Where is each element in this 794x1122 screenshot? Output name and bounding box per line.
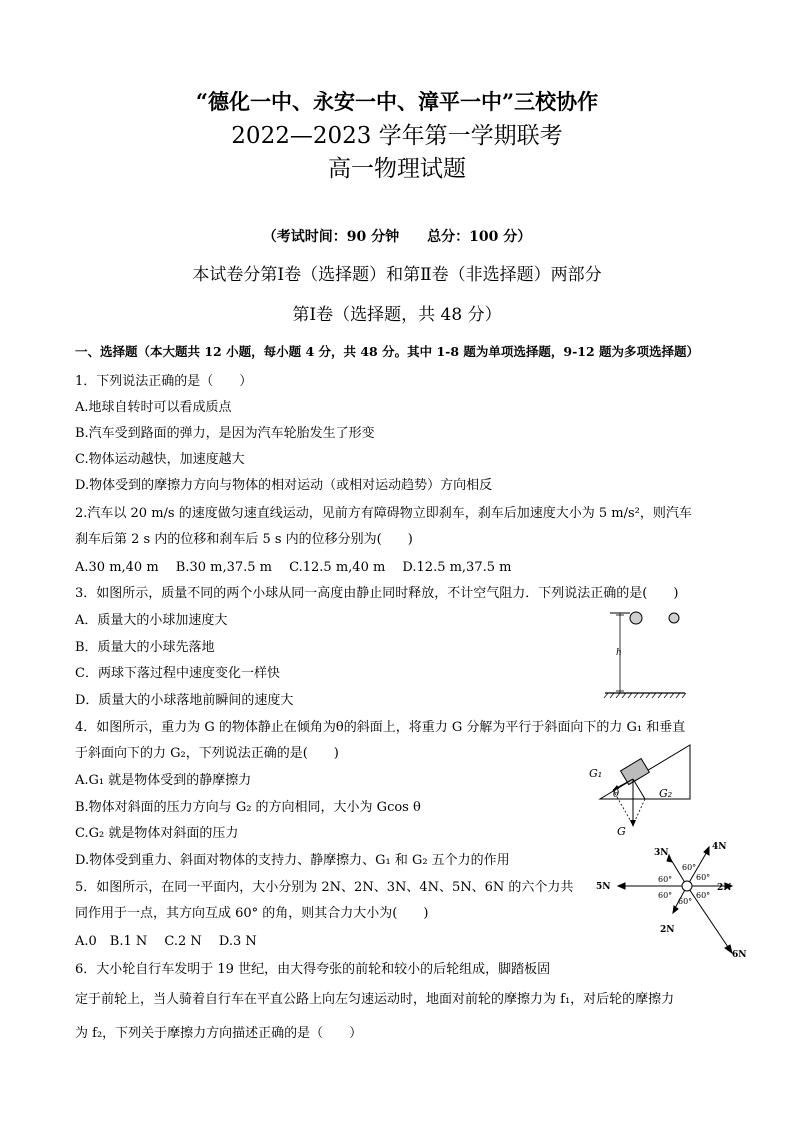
q2-options: A.30 m,40 m B.30 m,37.5 m C.12.5 m,40 m D.12.5 m,37.5 m [75,560,512,575]
q5-angle-label-bottom: 60° [678,897,693,906]
exam-info: （考试时间：90 分钟 总分：100 分） [262,229,532,245]
q5-angle-label-top: 60° [682,863,697,872]
q5-angle-label-right: 60° [696,873,711,882]
q5-force-diagram [590,838,755,963]
q4-option-b: B.物体对斜面的压力方向与 G₂ 的方向相同，大小为 Gcos θ [75,800,421,815]
q4-option-c: C.G₂ 就是物体对斜面的压力 [75,826,239,841]
q5-stem-1: 5．如图所示，在同一平面内，大小分别为 2N、2N、3N、4N、5N、6N 的六个力共 [75,880,574,895]
q1-option-c: C.物体运动越快，加速度越大 [75,452,245,467]
q4-option-a: A.G₁ 就是物体受到的静摩擦力 [75,773,252,788]
q2-stem-1: 2.汽车以 20 m/s 的速度做匀速直线运动，见前方有障碍物立即刹车，刹车后加速度大小为 5 m/s²，则汽车 [75,506,692,521]
q6-line-3: 为 f₂，下列关于摩擦力方向描述正确的是（ ） [75,1026,363,1041]
q1-option-d: D.物体受到的摩擦力方向与物体的相对运动（或相对运动趋势）方向相反 [75,478,493,493]
q4-option-d: D.物体受到重力、斜面对物体的支持力、静摩擦力、G₁ 和 G₂ 五个力的作用 [75,853,510,868]
q5-stem-2: 同作用于一点，其方向互成 60° 的角，则其合力大小为( ) [75,906,429,921]
exam-title-term: 2022—2023 学年第一学期联考 [231,123,563,149]
q5-force-5n-label: 5N [596,882,611,892]
q5-angle-label-lower-left: 60° [658,891,673,900]
q3-falling-balls-figure [600,605,710,700]
q3-option-d: D．质量大的小球落地前瞬间的速度大 [75,693,294,708]
q4-g2-label: G₂ [659,787,673,800]
q1-option-a: A.地球自转时可以看成质点 [75,400,232,415]
q6-line-2: 定于前轮上，当人骑着自行车在平直公路上向左匀速运动时，地面对前轮的摩擦力为 f₁，对后轮的摩擦力 [75,992,675,1007]
q5-force-2n-right-label: 2N [717,883,732,893]
section-heading: 一、选择题（本大题共 12 小题，每小题 4 分，共 48 分。其中 1-8 题为单项选择题，9-12 题为多项选择题） [75,344,700,359]
q4-stem-2: 于斜面向下的力 G₂，下列说法正确的是( ) [75,746,339,761]
q2-stem-2: 刹车后第 2 s 内的位移和刹车后 5 s 内的位移分别为( ) [75,532,413,547]
q6-line-1: 6．大小轮自行车发明于 19 世纪，由大得夸张的前轮和较小的后轮组成，脚踏板固 [75,962,551,977]
q5-options: A.0 B.1 N C.2 N D.3 N [75,934,257,949]
exam-intro: 本试卷分第Ⅰ卷（选择题）和第Ⅱ卷（非选择题）两部分 [192,265,602,285]
q5-force-3n-label: 3N [654,848,669,858]
exam-title-schools: “德化一中、永安一中、漳平一中”三校协作 [195,89,599,114]
q4-incline-figure [585,735,700,840]
q3-option-a: A．质量大的小球加速度大 [75,613,228,628]
q1-option-b: B.汽车受到路面的弹力，是因为汽车轮胎发生了形变 [75,426,375,441]
q1-stem: 1．下列说法正确的是（ ） [75,374,253,389]
q4-theta-label: θ [613,789,620,800]
q5-angle-label-left: 60° [658,875,673,884]
q3-option-c: C．两球下落过程中速度变化一样快 [75,666,280,681]
q5-angle-label-lower-right: 60° [696,891,711,900]
q5-force-4n-label: 4N [712,842,727,852]
q3-option-b: B．质量大的小球先落地 [75,640,215,655]
q4-g1-label: G₁ [589,767,603,780]
q3-stem: 3．如图所示，质量不同的两个小球从同一高度由静止同时释放，不计空气阻力．下列说法正确的是( ) [75,586,679,601]
q4-stem-1: 4．如图所示，重力为 G 的物体静止在倾角为θ的斜面上，将重力 G 分解为平行于斜面向下的力 G₁ 和垂直 [75,720,686,735]
part-one-heading: 第Ⅰ卷（选择题，共 48 分） [292,305,502,325]
q5-force-6n-label: 6N [732,950,747,960]
q5-force-2n-lower-label: 2N [660,925,675,935]
q4-g-label: G [617,825,626,838]
exam-title-subject: 高一物理试题 [328,156,466,182]
q3-height-label: h [616,648,622,658]
